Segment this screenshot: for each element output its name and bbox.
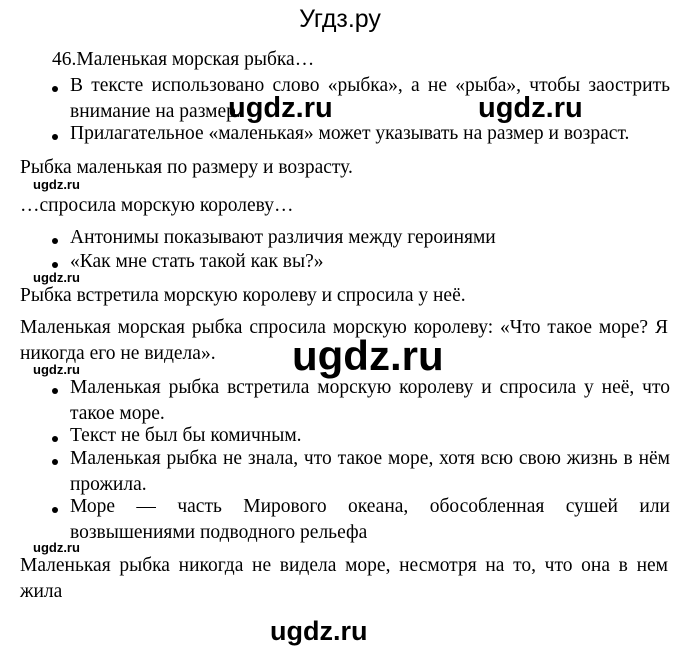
watermark-text: ugdz.ru bbox=[33, 270, 80, 285]
bullet-marker bbox=[52, 459, 58, 465]
site-title: Угдз.ру bbox=[299, 5, 381, 33]
watermark-text: ugdz.ru bbox=[33, 540, 80, 555]
list-item: Текст не был бы комичным. bbox=[70, 425, 302, 446]
list-item: Маленькая рыбка встретила морскую королеву и спросила у неё, что такое море. bbox=[70, 377, 670, 424]
watermark-text: ugdz.ru bbox=[33, 177, 80, 192]
watermark-text: ugdz.ru bbox=[292, 332, 444, 379]
watermark-text: ugdz.ru bbox=[478, 92, 583, 124]
bullet-marker bbox=[52, 507, 58, 513]
bullet-marker bbox=[52, 388, 58, 394]
list-item: Антонимы показывают различия между героинями bbox=[70, 227, 496, 248]
list-item: Маленькая рыбка не знала, что такое море, хотя всю свою жизнь в нём прожила. bbox=[70, 448, 670, 495]
watermark-text: ugdz.ru bbox=[228, 92, 333, 124]
bullet-marker bbox=[52, 238, 58, 244]
watermark-text: ugdz.ru bbox=[270, 616, 368, 646]
bullet-marker bbox=[52, 262, 58, 268]
bullet-marker bbox=[52, 134, 58, 140]
answer-text: Рыбка маленькая по размеру и возрасту. bbox=[20, 157, 353, 178]
list-item: В тексте использовано слово «рыбка», а не «рыба», чтобы заострить внимание на размер. bbox=[70, 75, 670, 122]
watermark-text: ugdz.ru bbox=[33, 362, 80, 377]
answer-text: Рыбка встретила морскую королеву и спросила у неё. bbox=[20, 285, 466, 306]
bullet-marker bbox=[52, 86, 58, 92]
paragraph-text: Маленькая рыбка никогда не видела море, несмотря на то, что она в нем жила bbox=[20, 555, 668, 602]
paragraph-text: Маленькая морская рыбка спросила морскую королеву: «Что такое море? Я никогда его не видела». bbox=[20, 317, 668, 364]
list-item: «Как мне стать такой как вы?» bbox=[70, 251, 324, 272]
list-item: Прилагательное «маленькая» может указывать на размер и возраст. bbox=[70, 123, 630, 144]
bullet-marker bbox=[52, 436, 58, 442]
list-item: Море — часть Мирового океана, обособленная сушей или возвышениями подводного рельефа bbox=[70, 496, 670, 543]
exercise-heading: 46.Маленькая морская рыбка… bbox=[52, 49, 315, 70]
quote-text: …спросила морскую королеву… bbox=[20, 195, 294, 216]
